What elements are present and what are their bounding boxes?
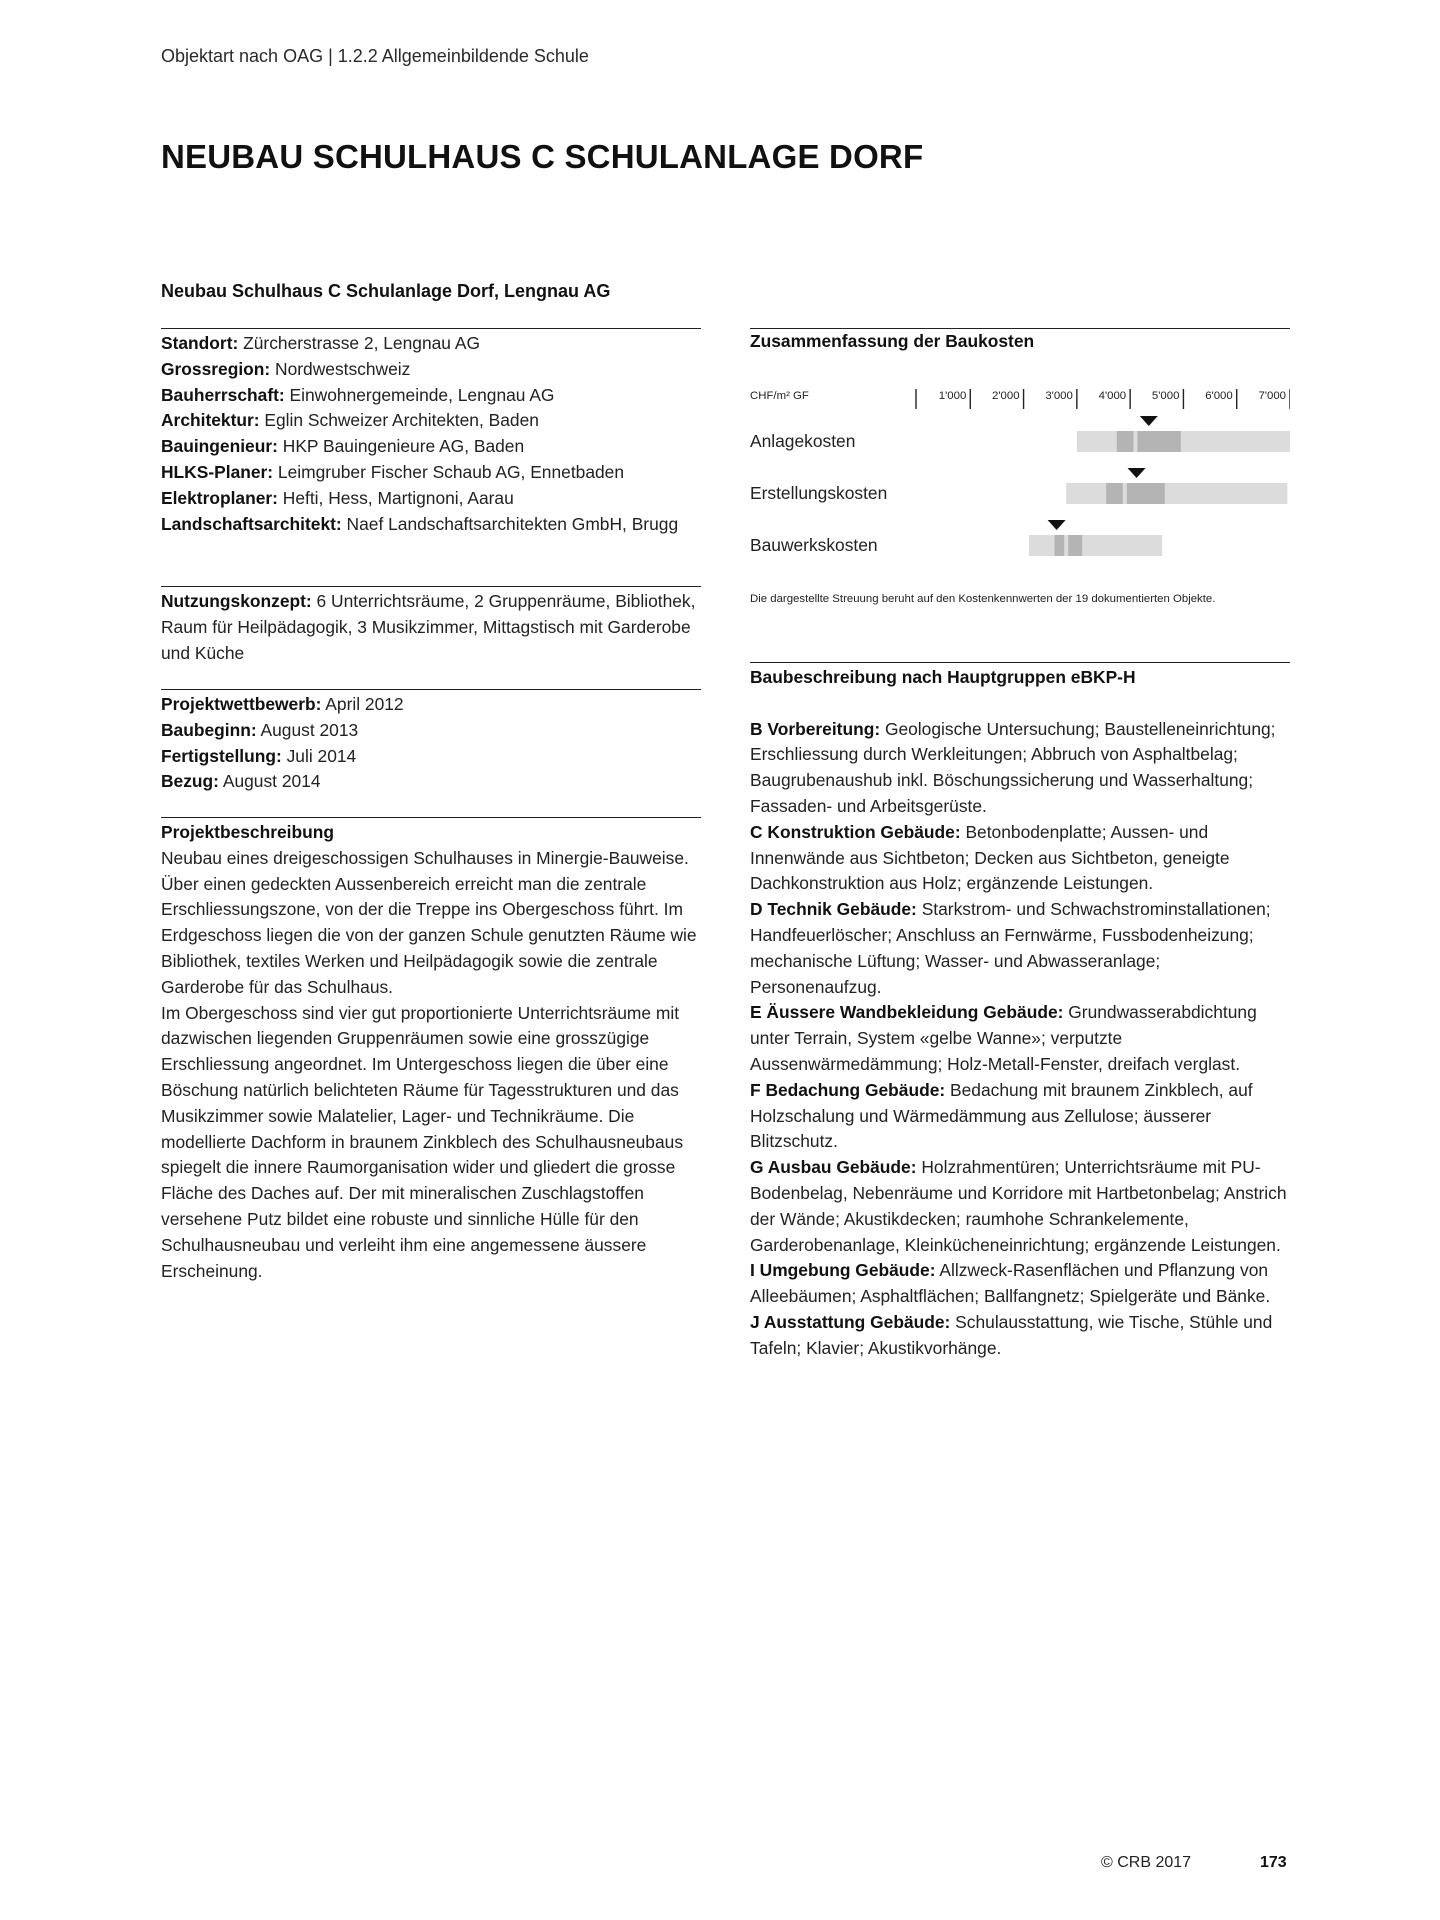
bkp-text: Allzweck-Rasenflächen und Pflanzung von Alleebäumen; Asphaltflächen; Ballfangnetz; Spielgeräte und Bänke. — [750, 1260, 1271, 1307]
range-core-bar — [1117, 431, 1134, 452]
bkp-text: Holzrahmentüren; Unterrichtsräume mit PU-Bodenbelag, Nebenräume und Korridore mit Hartbetonbelag; Anstrich der Wände; Akustikdecken; raumhohe Schrankelemente, Garderobenanlage, Kleinkücheneinrichtung; ergänzende Leistungen. — [750, 1157, 1287, 1255]
fact-row — [161, 589, 701, 666]
fact-value: Hefti, Hess, Martignoni, Aarau — [277, 487, 514, 508]
fact-value: HKP Bauingenieure AG, Baden — [277, 436, 525, 457]
range-bar — [1029, 535, 1162, 556]
date-label: Bezug: — [161, 771, 219, 792]
date-row — [161, 769, 701, 795]
axis-unit-label: CHF/m² GF — [750, 390, 809, 402]
fact-label: Bauherrschaft: — [161, 384, 285, 405]
fact-row — [161, 408, 701, 434]
bkp-entry — [750, 1000, 1290, 1077]
date-label: Fertigstellung: — [161, 745, 282, 766]
range-core-bar — [1054, 535, 1064, 556]
nutzungskonzept — [161, 586, 701, 666]
bkp-entry — [750, 897, 1290, 1000]
page-number: 173 — [1260, 1854, 1287, 1871]
fact-value: Einwohnergemeinde, Lengnau AG — [284, 384, 555, 405]
project-marker — [1140, 416, 1158, 426]
bkp-lead: F Bedachung Gebäude: — [750, 1079, 946, 1100]
fact-row — [161, 512, 701, 538]
fact-row — [161, 434, 701, 460]
range-core-bar — [1068, 535, 1082, 556]
project-marker — [1128, 468, 1146, 478]
bkp-lead: J Ausstattung Gebäude: — [750, 1311, 951, 1332]
bkp-entry — [750, 1155, 1290, 1258]
tick-label: 4'000 — [1098, 390, 1127, 402]
tick-label: 6'000 — [1205, 390, 1233, 402]
bkp-entry — [750, 1310, 1290, 1362]
fact-label: Grossregion: — [161, 358, 271, 379]
breadcrumb: Objektart nach OAG | 1.2.2 Allgemeinbildende Schule — [161, 46, 589, 66]
fact-label: Standort: — [161, 333, 239, 353]
fact-label: Landschaftsarchitekt: — [161, 513, 342, 534]
cost-summary — [750, 328, 1290, 629]
fact-label: HLKS-Planer: — [161, 461, 274, 482]
fact-row — [161, 383, 701, 409]
tick-label: 3'000 — [1045, 390, 1073, 402]
bkp-entry — [750, 1078, 1290, 1155]
fact-value: Zürcherstrasse 2, Lengnau AG — [238, 333, 480, 353]
fact-label: Bauingenieur: — [161, 436, 278, 457]
date-row — [161, 718, 701, 744]
date-value: April 2012 — [321, 694, 404, 714]
section-title: Baubeschreibung nach Hauptgruppen eBKP-H — [750, 667, 1136, 687]
fact-label: Nutzungskonzept: — [161, 591, 312, 611]
range-core-bar — [1137, 431, 1180, 452]
description-paragraph: Im Obergeschoss sind vier gut proportionierte Unterrichtsräume mit dazwischen liegenden Gruppenräumen sowie eine grosszügige Erschliessung angeordnet. Im Untergeschoss liegen die über eine Böschung natürlich belichteten Räume für Tagesstrukturen und das Musikzimmer sowie Malatelier, Lager- und Technikräume. Die modellierte Dachform in braunem Zinkblech des Schulhausneubaus spiegelt die innere Raumorganisation wider und gliedert die grosse Fläche des Daches auf. Der mit mineralischen Zuschlagstoffen versehene Putz bildet eine robuste und sinnliche Hülle für den Schulhausneubau und verleiht ihm eine angemessene äussere Erscheinung. — [161, 1002, 684, 1281]
series-label: Bauwerkskosten — [750, 535, 878, 555]
fact-row — [161, 331, 701, 357]
fact-value: Eglin Schweizer Architekten, Baden — [259, 410, 539, 431]
bkp-text: Grundwasserabdichtung unter Terrain, System «gelbe Wanne»; verputzte Aussenwärmedämmung; Holz-Metall-Fenster, dreifach verglast. — [750, 1002, 1257, 1074]
fact-row — [161, 486, 701, 512]
bkp-text: Betonbodenplatte; Aussen- und Innenwände aus Sichtbeton; Decken aus Sichtbeton, geneigte Dachkonstruktion aus Holz; ergänzende Leistungen. — [750, 821, 1230, 894]
range-bar — [1066, 483, 1287, 504]
fact-value: Naef Landschaftsarchitekten GmbH, Brugg — [341, 513, 679, 534]
bkp-text: Bedachung mit braunem Zinkblech, auf Holzschalung und Wärmedämmung aus Zellulose; äusserer Blitzschutz. — [750, 1079, 1253, 1152]
bkp-lead: D Technik Gebäude: — [750, 899, 917, 920]
bkp-entry — [750, 820, 1290, 897]
series-label: Erstellungskosten — [750, 483, 888, 503]
tick-label: 7'000 — [1258, 390, 1286, 402]
object-subtitle: Neubau Schulhaus C Schulanlage Dorf, Lengnau AG — [161, 281, 611, 301]
fact-value: Leimgruber Fischer Schaub AG, Ennetbaden — [273, 461, 625, 482]
description-paragraph: Neubau eines dreigeschossigen Schulhauses in Minergie-Bauweise. Über einen gedeckten Aussenbereich erreicht man die zentrale Erschliessungszone, von der die Treppe ins Obergeschoss führt. Im Erdgeschoss liegen die von der ganzen Schule genutzten Räume wie Bibliothek, textiles Werken und Heilpädagogik sowie die zentrale Garderobe für das Schulhaus. — [161, 847, 697, 997]
range-core-bar — [1106, 483, 1123, 504]
date-row — [161, 692, 701, 718]
cost-title: Zusammenfassung der Baukosten — [750, 331, 1035, 351]
fact-value: Nordwestschweiz — [270, 358, 411, 379]
date-value: August 2014 — [218, 771, 321, 792]
fact-label: Elektroplaner: — [161, 487, 278, 508]
date-row — [161, 744, 701, 770]
tick-label: 2'000 — [992, 390, 1020, 402]
projektbeschreibung — [161, 817, 701, 1284]
date-value: August 2013 — [256, 719, 359, 740]
bkp-text: Geologische Untersuchung; Baustelleneinrichtung; Erschliessung durch Werkleitungen; Abbruch von Asphaltbelag; Baugrubenaushub inkl. Böschungssicherung und Wasserhaltung; Fassaden- und Arbeitsgerüste. — [750, 718, 1276, 816]
cost-note: Die dargestellte Streuung beruht auf den Kostenkennwerten der 19 dokumentierten Objekte. — [750, 593, 1216, 605]
bkp-lead: C Konstruktion Gebäude: — [750, 821, 961, 842]
fact-row — [161, 460, 701, 486]
range-bar — [1077, 431, 1290, 452]
tick-label: 5'000 — [1151, 390, 1180, 402]
bkp-lead: G Ausbau Gebäude: — [750, 1157, 917, 1178]
baubeschreibung — [750, 662, 1290, 1362]
fact-label: Architektur: — [161, 410, 260, 431]
project-dates — [161, 689, 701, 795]
bkp-lead: I Umgebung Gebäude: — [750, 1260, 936, 1281]
fact-row — [161, 357, 701, 383]
copyright: © CRB 2017 — [1101, 1854, 1192, 1871]
bkp-entry — [750, 717, 1290, 820]
bkp-text: Schulausstattung, wie Tische, Stühle und Tafeln; Klavier; Akustikvorhänge. — [750, 1311, 1273, 1358]
bkp-text: Starkstrom- und Schwachstrominstallationen; Handfeuerlöscher; Anschluss an Fernwärme, Fussbodenheizung; mechanische Lüftung; Wasser- und Abwasseranlage; Personenaufzug. — [750, 899, 1271, 997]
bkp-entry — [750, 1258, 1290, 1310]
series-label: Anlagekosten — [750, 431, 856, 451]
cost-range-chart — [750, 329, 1290, 579]
bkp-lead: B Vorbereitung: — [750, 718, 881, 739]
date-label: Projektwettbewerb: — [161, 694, 322, 714]
section-title: Projektbeschreibung — [161, 822, 334, 842]
fact-value: 6 Unterrichtsräume, 2 Gruppenräume, Bibliothek, Raum für Heilpädagogik, 3 Musikzimmer, Mittagstisch mit Garderobe und Küche — [161, 591, 696, 663]
project-facts — [161, 328, 701, 537]
date-value: Juli 2014 — [281, 745, 357, 766]
date-label: Baubeginn: — [161, 719, 257, 740]
bkp-lead: E Äussere Wandbekleidung Gebäude: — [750, 1002, 1064, 1023]
page-title: NEUBAU SCHULHAUS C SCHULANLAGE DORF — [161, 138, 924, 175]
tick-label: 1'000 — [938, 390, 967, 402]
range-core-bar — [1127, 483, 1165, 504]
project-marker — [1048, 520, 1066, 530]
